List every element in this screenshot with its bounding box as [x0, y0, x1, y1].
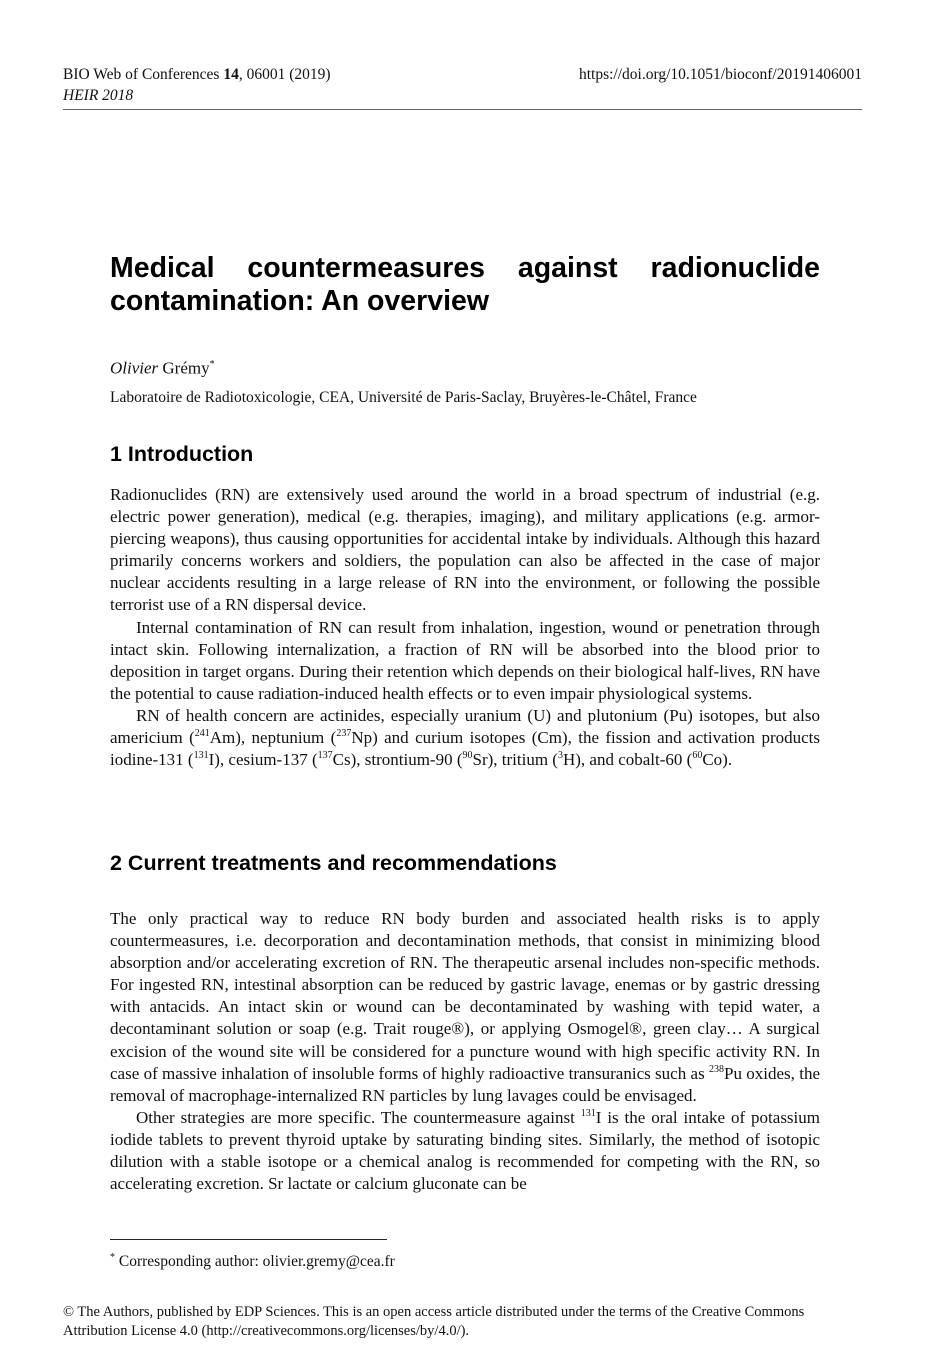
paragraph-text: Co).	[702, 750, 733, 770]
isotope-mass-number: 237	[336, 728, 352, 740]
doi-link[interactable]: https://doi.org/10.1051/bioconf/20191406001	[578, 66, 862, 83]
author-affiliation: Laboratoire de Radiotoxicologie, CEA, Université de Paris-Saclay, Bruyères-le-Châtel, France	[110, 389, 697, 406]
paragraph-text: The only practical way to reduce RN body burden and associated health risks is to apply countermeasures, i.e. decorporation and decontamination methods, that consist in minimizing blood absorption and/or accelerating excretion of RN. The therapeutic arsenal includes non-specific methods. For ingested RN, intestinal absorption can be reduced by gastric lavage, enemas or by gastric dressing with antacids. An intact skin or wound can be decontaminated by washing with tepid water, a decontaminant solution or soap (e.g. Trait rouge®), or applying Osmogel®, green clay… A surgical excision of the wound site will be considered for a puncture wound with high specific activity RN. In case of massive inhalation of insoluble forms of highly radioactive transuranics such as	[110, 909, 820, 1083]
license-notice: © The Authors, published by EDP Sciences. This is an open access article distributed under the terms of the Creative Commons Attribution License 4.0 (http://creativecommons.org/licenses/by/4.0/).	[63, 1304, 805, 1339]
section-heading-introduction: 1 Introduction	[110, 442, 254, 466]
isotope-mass-number: 90	[462, 750, 473, 762]
isotope-mass-number: 131	[580, 1107, 596, 1119]
paragraph-text: H), and cobalt-60 (	[562, 750, 693, 770]
paragraph-text: RN of health concern are actinides, especially uranium (U) and plutonium (Pu) isotopes, but also americium (	[110, 705, 820, 748]
footnote	[110, 1248, 395, 1272]
paragraph-text: I is the oral intake of potassium iodide tablets to prevent thyroid uptake by saturating binding sites. Similarly, the method of isotopic dilution with a stable isotope or a chemical analog is recommended for competing with the RN, so accelerating excretion. Sr lactate or calcium gluconate can be	[110, 1107, 820, 1194]
paragraph-text: Pu oxides, the removal of macrophage-internalized RN particles by lung lavages could be envisaged.	[110, 1063, 820, 1105]
paragraph	[110, 1107, 820, 1195]
paragraph-text: Sr), tritium (	[472, 750, 558, 770]
article-info: , 06001 (2019)	[238, 66, 331, 83]
author-line	[110, 354, 215, 380]
paragraph-text: Am), neptunium (	[209, 728, 337, 748]
isotope-mass-number: 137	[317, 750, 333, 762]
author-given-name: Olivier	[110, 358, 159, 378]
paragraph	[110, 617, 820, 705]
footnote-marker: *	[110, 1252, 115, 1263]
paragraph-text: Cs), strontium-90 (	[332, 750, 463, 770]
corresponding-author-marker: *	[209, 359, 215, 370]
footnote-divider	[110, 1239, 387, 1240]
running-header	[63, 64, 862, 110]
journal-prefix: BIO Web of Conferences	[63, 66, 224, 83]
footnote-text: Corresponding author: olivier.gremy@cea.fr	[115, 1253, 395, 1271]
isotope-mass-number: 3	[557, 750, 563, 762]
conference-series: HEIR 2018	[63, 87, 134, 104]
paper-title: Medical countermeasures against radionuclide contamination: An overview	[110, 252, 820, 317]
paragraph-text: Np) and curium isotopes (Cm), the fission and activation products iodine-131 (	[110, 728, 820, 770]
paragraph	[110, 705, 820, 771]
section-body-introduction	[110, 484, 820, 771]
paragraph-text: Internal contamination of RN can result from inhalation, ingestion, wound or penetration through intact skin. Following internalization, a fraction of RN will be absorbed into the blood prior to deposition in target organs. During their retention which depends on their biological half-lives, RN have the potential to cause radiation-induced health effects or to even impair physiological systems.	[110, 617, 820, 703]
paragraph-text: Radionuclides (RN) are extensively used around the world in a broad spectrum of industrial (e.g. electric power generation), medical (e.g. therapies, imaging), and military applications (e.g. armor-piercing weapons), thus causing opportunities for accidental intake by individuals. Although this hazard primarily concerns workers and soldiers, the population can also be affected in the case of major nuclear accidents resulting in a large release of RN into the environment, or following the possible terrorist use of a RN dispersal device.	[110, 485, 820, 615]
header-citation	[63, 64, 331, 106]
isotope-mass-number: 238	[709, 1063, 724, 1075]
isotope-mass-number: 241	[194, 728, 210, 740]
section-heading-treatments: 2 Current treatments and recommendations	[110, 851, 557, 875]
volume-number: 14	[223, 66, 239, 83]
paragraph-text: I), cesium-137 (	[208, 750, 318, 770]
isotope-mass-number: 60	[692, 750, 703, 762]
paragraph-text: Other strategies are more specific. The countermeasure against	[136, 1107, 581, 1127]
paragraph	[110, 484, 820, 617]
section-body-treatments	[110, 908, 820, 1195]
author-family-name: Grémy	[162, 358, 210, 378]
paragraph	[110, 908, 820, 1107]
isotope-mass-number: 131	[193, 750, 209, 762]
